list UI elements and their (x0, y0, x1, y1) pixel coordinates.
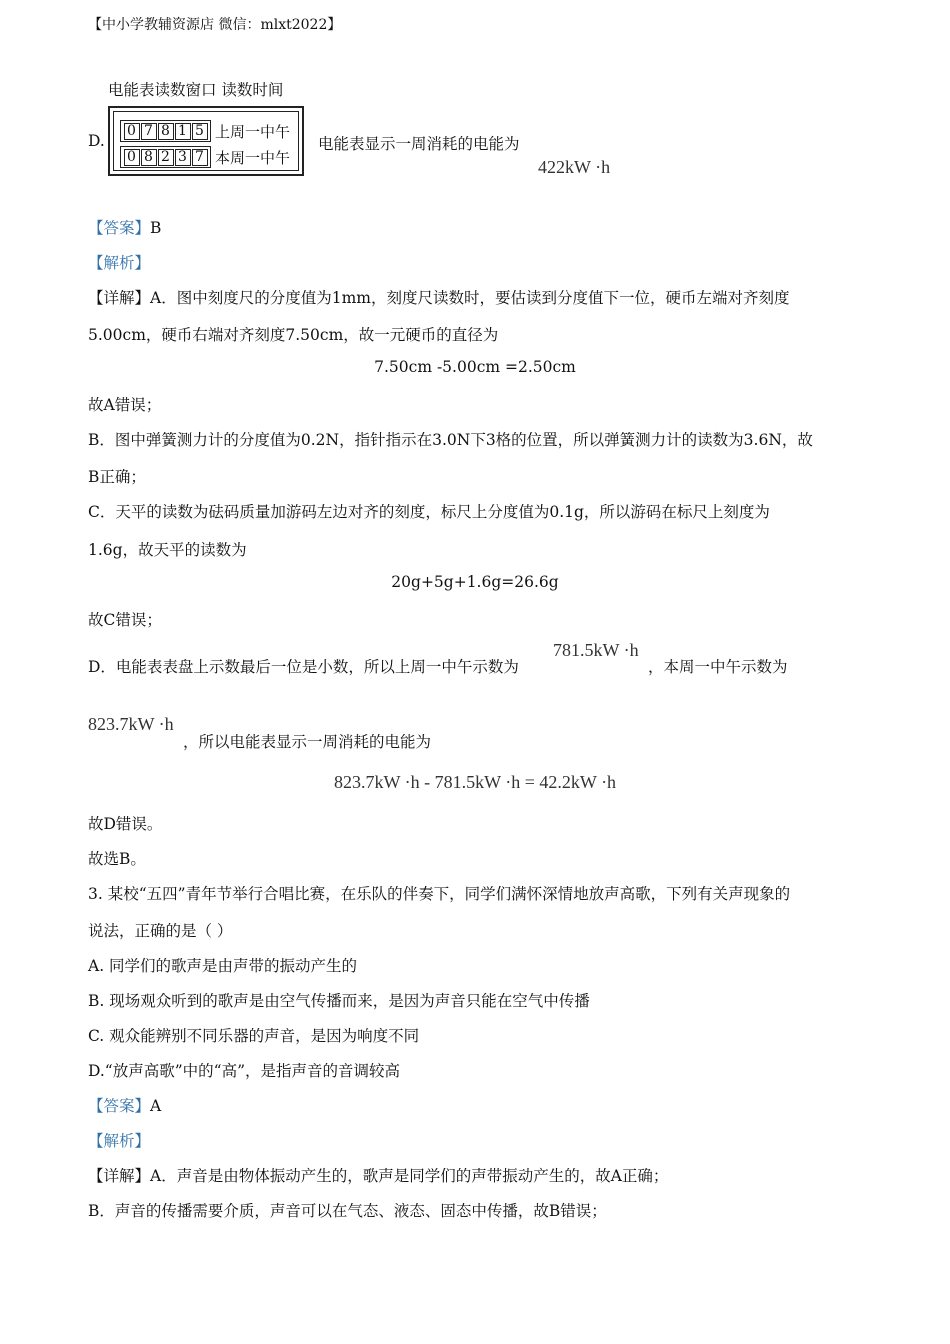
answer-label: 【答案】 (88, 219, 151, 237)
detail-c-conclusion: 故C错误； (88, 611, 162, 629)
last-week-reading: 781.5kW ·h (553, 640, 639, 660)
meter-digit: 7 (192, 149, 208, 166)
formula-energy-consumed: 823.7kW ·h - 781.5kW ·h = 42.2kW ·h (333, 772, 617, 792)
page-header: 【中小学教辅资源店 微信：mlxt2022】 (88, 17, 342, 33)
detail-text: A．声音是由物体振动产生的，歌声是同学们的声带振动产生的，故A正确； (150, 1167, 669, 1185)
meter-digit: 0 (124, 123, 140, 140)
this-week-reading: 823.7kW ·h (88, 714, 174, 734)
meter-digit: 2 (158, 149, 174, 166)
detail-b-line2: B正确； (88, 468, 146, 486)
detail-a-line2: 5.00cm，硬币右端对齐刻度7.50cm，故一元硬币的直径为 (88, 326, 499, 344)
meter-digit: 5 (192, 123, 208, 140)
q3-option-d: D.“放声高歌”中的“高”，是指声音的音调较高 (88, 1062, 400, 1080)
formula-balance-reading: 20g+5g+1.6g=26.6g (391, 573, 559, 591)
answer-line (88, 216, 161, 238)
meter-time-label: 上周一中午 (215, 122, 291, 141)
q3-detail-a (88, 1164, 668, 1186)
final-choice: 故选B。 (88, 850, 146, 868)
detail-c-line1: C．天平的读数为砝码质量加游码左边对齐的刻度，标尺上分度值为0.1g，所以游码在标尺上刻度为 (88, 503, 770, 521)
detail-label: 【详解】 (88, 1167, 151, 1185)
formula-coin-diameter: 7.50cm -5.00cm =2.50cm (374, 358, 576, 376)
electric-meter-figure (108, 106, 304, 176)
q3-analysis-label: 【解析】 (88, 1132, 151, 1150)
answer-value: A (150, 1097, 162, 1115)
answer-value: B (150, 219, 162, 237)
detail-d-line1b: ，本周一中午示数为 (648, 658, 788, 676)
meter-digit: 0 (124, 149, 140, 166)
detail-b-line1: B．图中弹簧测力计的分度值为0.2N，指针指示在3.0N下3格的位置，所以弹簧测力计的读数为3.6N，故 (88, 431, 813, 449)
option-d-statement: 电能表显示一周消耗的电能为 (318, 135, 520, 153)
q3-answer-line (88, 1094, 161, 1116)
q3-option-a: A. 同学们的歌声是由声带的振动产生的 (88, 957, 358, 975)
detail-c-line2: 1.6g，故天平的读数为 (88, 541, 247, 559)
q3-stem-line2: 说法，正确的是（ ） (88, 922, 233, 940)
detail-d-conclusion: 故D错误。 (88, 815, 163, 833)
answer-label: 【答案】 (88, 1097, 151, 1115)
meter-caption: 电能表读数窗口 读数时间 (108, 81, 284, 99)
detail-text: A．图中刻度尺的分度值为1mm，刻度尺读数时，要估读到分度值下一位，硬币左端对齐刻度 (150, 289, 790, 307)
meter-time-label: 本周一中午 (215, 148, 291, 167)
meter-digit: 3 (175, 149, 191, 166)
meter-digit: 7 (141, 123, 157, 140)
q3-stem-line1: 3. 某校“五四”青年节举行合唱比赛，在乐队的伴奏下，同学们满怀深情地放声高歌，下列有关声现象的 (88, 885, 791, 903)
option-d-label: D. (88, 132, 105, 150)
meter-row-last-week (120, 120, 290, 142)
option-d-value: 422kW ·h (538, 157, 611, 177)
meter-digit: 8 (158, 123, 174, 140)
detail-d-line2: ，所以电能表显示一周消耗的电能为 (183, 733, 432, 751)
detail-label: 【详解】 (88, 289, 151, 307)
q3-option-b: B. 现场观众听到的歌声是由空气传播而来，是因为声音只能在空气中传播 (88, 992, 590, 1010)
meter-digit: 8 (141, 149, 157, 166)
q3-option-c: C. 观众能辨别不同乐器的声音，是因为响度不同 (88, 1027, 420, 1045)
meter-digit: 1 (175, 123, 191, 140)
detail-a-line1 (88, 286, 789, 308)
meter-digits (120, 120, 211, 142)
meter-window (113, 111, 299, 171)
meter-row-this-week (120, 146, 290, 168)
detail-d-line1: D．电能表表盘上示数最后一位是小数，所以上周一中午示数为 (88, 658, 519, 676)
q3-detail-b: B．声音的传播需要介质，声音可以在气态、液态、固态中传播，故B错误； (88, 1202, 607, 1220)
analysis-label: 【解析】 (88, 254, 151, 272)
detail-a-conclusion: 故A错误； (88, 396, 162, 414)
meter-digits (120, 146, 211, 168)
